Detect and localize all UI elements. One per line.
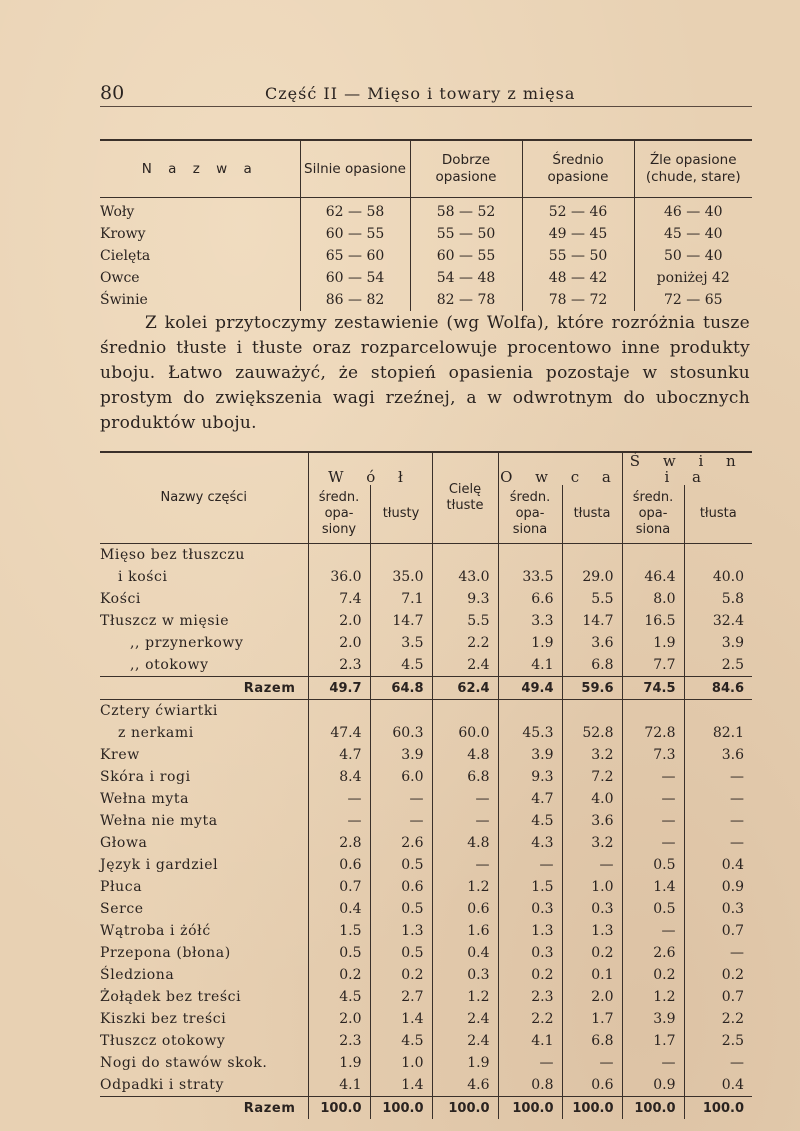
table-cell: 0.2 bbox=[370, 964, 432, 986]
table-cell: 36.0 bbox=[308, 566, 370, 588]
table-cell bbox=[562, 544, 622, 567]
table-cell: 4.6 bbox=[432, 1074, 498, 1097]
table-cell: 100.0 bbox=[622, 1097, 684, 1120]
table-cell: 2.6 bbox=[370, 832, 432, 854]
table-cell: 0.4 bbox=[684, 1074, 752, 1097]
table-cell: 52.8 bbox=[562, 722, 622, 744]
table-cell: 2.5 bbox=[684, 654, 752, 677]
sum-row bbox=[100, 1097, 752, 1120]
table-cell: 16.5 bbox=[622, 610, 684, 632]
table-cell bbox=[684, 544, 752, 567]
table-row bbox=[100, 566, 752, 588]
table-cell: 4.5 bbox=[308, 986, 370, 1008]
table-cell: 2.3 bbox=[498, 986, 562, 1008]
row-name: Owce bbox=[100, 270, 140, 286]
table-row bbox=[100, 1052, 752, 1074]
table-row bbox=[100, 610, 752, 632]
table-header-row bbox=[100, 140, 752, 198]
table-cell: 0.3 bbox=[498, 942, 562, 964]
table-cell: 2.0 bbox=[308, 1008, 370, 1030]
table-cell: 1.7 bbox=[622, 1030, 684, 1052]
table-cell: 54 — 48 bbox=[410, 267, 522, 289]
table-cell: poniżej 42 bbox=[634, 267, 752, 289]
table-cell: 46.4 bbox=[622, 566, 684, 588]
table-cell: 49 — 45 bbox=[522, 223, 634, 245]
table-cell: 100.0 bbox=[308, 1097, 370, 1120]
table-cell: 1.2 bbox=[432, 876, 498, 898]
table-cell: 0.2 bbox=[622, 964, 684, 986]
table-cell: 1.5 bbox=[498, 876, 562, 898]
table-cell: 3.6 bbox=[684, 744, 752, 766]
table-cell: 1.9 bbox=[432, 1052, 498, 1074]
table-cell bbox=[684, 700, 752, 723]
row-name: ,, przynerkowy bbox=[130, 635, 244, 651]
table-cell: 7.1 bbox=[370, 588, 432, 610]
table-cell: 1.3 bbox=[370, 920, 432, 942]
paragraph-text: Z kolei przytoczymy zestawienie (wg Wolfa), które rozróżnia tusze średnio tłuste i tłuste oraz rozparcelowuje procentowo inne produkty uboju. Łatwo zauważyć, że stopień opasienia pozostaje w stosunku prostym do zwiększenia wagi rzeźnej, a w odwrotnym do ubocznych produktów uboju. bbox=[100, 313, 750, 433]
table-cell: 0.5 bbox=[308, 942, 370, 964]
table-row bbox=[100, 788, 752, 810]
table-cell: — bbox=[432, 788, 498, 810]
row-name: Śledziona bbox=[100, 967, 175, 983]
table-cell: 0.2 bbox=[498, 964, 562, 986]
table-cell bbox=[370, 544, 432, 567]
row-name: Żołądek bez treści bbox=[100, 989, 242, 1005]
table-cell: 48 — 42 bbox=[522, 267, 634, 289]
row-name: Świnie bbox=[100, 292, 148, 308]
table-cell: 46 — 40 bbox=[634, 198, 752, 224]
table-cell: — bbox=[622, 766, 684, 788]
table-cell: 1.6 bbox=[432, 920, 498, 942]
table-cell: 2.4 bbox=[432, 654, 498, 677]
table-cell bbox=[622, 544, 684, 567]
table-cell: 60 — 55 bbox=[410, 245, 522, 267]
table-cell: 2.3 bbox=[308, 654, 370, 677]
table-cell: 0.5 bbox=[370, 942, 432, 964]
row-name: Razem bbox=[100, 677, 308, 700]
table-cell: 86 — 82 bbox=[300, 289, 410, 311]
table-cell: 43.0 bbox=[432, 566, 498, 588]
table-cell: 2.4 bbox=[432, 1008, 498, 1030]
group-header-swinia: Ś w i n i a bbox=[622, 452, 752, 485]
table-cell: 4.7 bbox=[308, 744, 370, 766]
table-cell: 65 — 60 bbox=[300, 245, 410, 267]
row-name: Mięso bez tłuszczu bbox=[100, 547, 246, 563]
row-name: Cielęta bbox=[100, 248, 151, 264]
table-cell: 0.7 bbox=[308, 876, 370, 898]
table-cell: 60 — 54 bbox=[300, 267, 410, 289]
table-cell: 3.9 bbox=[370, 744, 432, 766]
table-cell: 4.1 bbox=[498, 1030, 562, 1052]
fattening-table bbox=[100, 139, 752, 311]
table-group-header-row bbox=[100, 452, 752, 485]
slaughter-products-table bbox=[100, 451, 752, 1119]
row-name: Głowa bbox=[100, 835, 148, 851]
table-cell: 0.3 bbox=[562, 898, 622, 920]
table-cell bbox=[622, 700, 684, 723]
table-cell: 3.6 bbox=[562, 632, 622, 654]
column-header: Średnio opasione bbox=[522, 140, 634, 198]
table-cell bbox=[308, 700, 370, 723]
table-cell: 100.0 bbox=[432, 1097, 498, 1120]
table-row bbox=[100, 876, 752, 898]
table-cell: 8.0 bbox=[622, 588, 684, 610]
table-cell: 1.3 bbox=[562, 920, 622, 942]
table-cell: 60.3 bbox=[370, 722, 432, 744]
table-cell: 6.0 bbox=[370, 766, 432, 788]
table-cell: 3.5 bbox=[370, 632, 432, 654]
table-cell: 7.3 bbox=[622, 744, 684, 766]
table-cell: — bbox=[498, 1052, 562, 1074]
table-cell: 4.8 bbox=[432, 744, 498, 766]
table-cell: 49.7 bbox=[308, 677, 370, 700]
subheader: średn. opa- siony bbox=[308, 485, 370, 544]
table-cell bbox=[370, 700, 432, 723]
table-row bbox=[100, 198, 752, 224]
row-name: Kości bbox=[100, 591, 142, 607]
row-name: z nerkami bbox=[118, 725, 194, 741]
row-name: Wełna myta bbox=[100, 791, 190, 807]
table-cell: 0.2 bbox=[562, 942, 622, 964]
table-cell: — bbox=[562, 1052, 622, 1074]
row-name: Wełna nie myta bbox=[100, 813, 218, 829]
table-cell: 1.5 bbox=[308, 920, 370, 942]
table-cell: 1.4 bbox=[370, 1074, 432, 1097]
row-name: Cztery ćwiartki bbox=[100, 703, 218, 719]
sum-row bbox=[100, 677, 752, 700]
row-name: Wątroba i żółć bbox=[100, 923, 211, 939]
table-cell: 0.6 bbox=[562, 1074, 622, 1097]
header-rule bbox=[100, 106, 752, 107]
table-cell: 55 — 50 bbox=[522, 245, 634, 267]
table-cell: — bbox=[684, 942, 752, 964]
table-cell: 0.6 bbox=[370, 876, 432, 898]
row-name: Razem bbox=[100, 1097, 308, 1120]
table-cell: 3.9 bbox=[498, 744, 562, 766]
table-cell: — bbox=[622, 1052, 684, 1074]
table-cell: 2.4 bbox=[432, 1030, 498, 1052]
table-cell: 4.1 bbox=[498, 654, 562, 677]
table-cell: 2.5 bbox=[684, 1030, 752, 1052]
table-cell: 2.2 bbox=[684, 1008, 752, 1030]
table-cell: 62 — 58 bbox=[300, 198, 410, 224]
table-cell: 3.9 bbox=[622, 1008, 684, 1030]
table-row bbox=[100, 832, 752, 854]
table-cell: 1.2 bbox=[432, 986, 498, 1008]
row-name: Krew bbox=[100, 747, 140, 763]
table-cell: — bbox=[684, 832, 752, 854]
table-row bbox=[100, 942, 752, 964]
table-cell: 0.5 bbox=[622, 854, 684, 876]
table-cell: 0.3 bbox=[498, 898, 562, 920]
row-name: Tłuszcz w mięsie bbox=[100, 613, 230, 629]
table-cell: 2.2 bbox=[498, 1008, 562, 1030]
table-cell: 64.8 bbox=[370, 677, 432, 700]
row-name: Krowy bbox=[100, 226, 146, 242]
table-cell: 84.6 bbox=[684, 677, 752, 700]
table-cell: — bbox=[684, 1052, 752, 1074]
table-cell: 1.9 bbox=[308, 1052, 370, 1074]
table-row bbox=[100, 588, 752, 610]
table-row bbox=[100, 267, 752, 289]
row-name: Język i gardziel bbox=[100, 857, 219, 873]
table-cell: 0.4 bbox=[684, 854, 752, 876]
table-row bbox=[100, 744, 752, 766]
table-row bbox=[100, 1074, 752, 1097]
slaughter-products-table-body bbox=[100, 544, 752, 1120]
row-name: i kości bbox=[118, 569, 168, 585]
body-paragraph bbox=[100, 311, 750, 436]
table-cell: — bbox=[308, 810, 370, 832]
table-cell: 40.0 bbox=[684, 566, 752, 588]
table-cell: 74.5 bbox=[622, 677, 684, 700]
group-header-owca: O w c a bbox=[498, 452, 622, 485]
table-row bbox=[100, 544, 752, 567]
table-cell: 4.1 bbox=[308, 1074, 370, 1097]
table-cell: 2.7 bbox=[370, 986, 432, 1008]
fattening-table-body bbox=[100, 198, 752, 312]
table-cell: — bbox=[622, 832, 684, 854]
table-cell: 55 — 50 bbox=[410, 223, 522, 245]
running-header bbox=[100, 82, 750, 106]
table-cell: 1.4 bbox=[622, 876, 684, 898]
table-cell: 60.0 bbox=[432, 722, 498, 744]
table-cell: 0.7 bbox=[684, 920, 752, 942]
table-cell: 62.4 bbox=[432, 677, 498, 700]
table-cell bbox=[498, 544, 562, 567]
table-cell: 60 — 55 bbox=[300, 223, 410, 245]
table-cell: — bbox=[684, 788, 752, 810]
table-cell: 0.9 bbox=[684, 876, 752, 898]
table-cell: 72.8 bbox=[622, 722, 684, 744]
table-cell: 59.6 bbox=[562, 677, 622, 700]
table-cell: 0.4 bbox=[308, 898, 370, 920]
table-cell: 4.5 bbox=[498, 810, 562, 832]
table-cell: 0.2 bbox=[684, 964, 752, 986]
table-cell: 0.2 bbox=[308, 964, 370, 986]
page-number: 80 bbox=[100, 82, 125, 104]
table-cell: 3.2 bbox=[562, 832, 622, 854]
table-row bbox=[100, 920, 752, 942]
table-cell: 1.9 bbox=[498, 632, 562, 654]
table-cell bbox=[308, 544, 370, 567]
table-cell: 1.0 bbox=[562, 876, 622, 898]
table-cell: 1.7 bbox=[562, 1008, 622, 1030]
table-cell: — bbox=[432, 854, 498, 876]
table-cell: 4.5 bbox=[370, 654, 432, 677]
table-cell: 4.8 bbox=[432, 832, 498, 854]
table-cell: 100.0 bbox=[684, 1097, 752, 1120]
table-cell: 0.4 bbox=[432, 942, 498, 964]
table-cell bbox=[562, 700, 622, 723]
table-row bbox=[100, 654, 752, 677]
table-cell: 1.0 bbox=[370, 1052, 432, 1074]
table-row bbox=[100, 1008, 752, 1030]
table-row bbox=[100, 632, 752, 654]
subheader: tłusta bbox=[684, 485, 752, 544]
table-cell: 72 — 65 bbox=[634, 289, 752, 311]
table-cell: 0.7 bbox=[684, 986, 752, 1008]
column-header-name: N a z w a bbox=[141, 160, 258, 177]
table-cell: 58 — 52 bbox=[410, 198, 522, 224]
row-name: Skóra i rogi bbox=[100, 769, 191, 785]
table-cell bbox=[432, 544, 498, 567]
table-row bbox=[100, 986, 752, 1008]
table-cell: 4.3 bbox=[498, 832, 562, 854]
running-title: Część II — Mięso i towary z mięsa bbox=[265, 84, 576, 103]
table-cell: — bbox=[370, 810, 432, 832]
table-cell: 9.3 bbox=[498, 766, 562, 788]
table-cell: 1.3 bbox=[498, 920, 562, 942]
table-row bbox=[100, 700, 752, 723]
table-cell: 5.5 bbox=[432, 610, 498, 632]
table-row bbox=[100, 964, 752, 986]
table-row bbox=[100, 810, 752, 832]
table-cell: 100.0 bbox=[370, 1097, 432, 1120]
table-cell: 0.5 bbox=[622, 898, 684, 920]
row-name: Przepona (błona) bbox=[100, 945, 231, 961]
table-cell: 0.9 bbox=[622, 1074, 684, 1097]
table-cell: 2.8 bbox=[308, 832, 370, 854]
table-cell: 6.8 bbox=[562, 654, 622, 677]
table-cell: 5.5 bbox=[562, 588, 622, 610]
table-cell: 7.4 bbox=[308, 588, 370, 610]
table-cell: 4.7 bbox=[498, 788, 562, 810]
table-cell: 4.5 bbox=[370, 1030, 432, 1052]
table-cell: — bbox=[684, 810, 752, 832]
table-cell: — bbox=[684, 766, 752, 788]
table-cell: 100.0 bbox=[562, 1097, 622, 1120]
table-cell: 4.0 bbox=[562, 788, 622, 810]
table-row bbox=[100, 289, 752, 311]
table-row bbox=[100, 1030, 752, 1052]
table-cell: — bbox=[432, 810, 498, 832]
subheader: tłusty bbox=[370, 485, 432, 544]
table-cell: 2.3 bbox=[308, 1030, 370, 1052]
table-row bbox=[100, 223, 752, 245]
column-header: Źle opasione (chude, stare) bbox=[634, 140, 752, 198]
table-cell: 14.7 bbox=[370, 610, 432, 632]
row-name: Płuca bbox=[100, 879, 143, 895]
table-cell: 7.7 bbox=[622, 654, 684, 677]
table-cell: 14.7 bbox=[562, 610, 622, 632]
subheader: średn. opa- siona bbox=[622, 485, 684, 544]
table-cell: — bbox=[622, 920, 684, 942]
table-cell: 50 — 40 bbox=[634, 245, 752, 267]
table-cell: 0.1 bbox=[562, 964, 622, 986]
table-cell: 6.8 bbox=[562, 1030, 622, 1052]
column-header: Silnie opasione bbox=[300, 140, 410, 198]
table-cell: — bbox=[622, 788, 684, 810]
table-cell: — bbox=[562, 854, 622, 876]
table-cell: 0.3 bbox=[684, 898, 752, 920]
row-name: Woły bbox=[100, 204, 135, 220]
table-cell: 2.6 bbox=[622, 942, 684, 964]
table-cell: 3.3 bbox=[498, 610, 562, 632]
table-cell: 29.0 bbox=[562, 566, 622, 588]
table-cell: 6.6 bbox=[498, 588, 562, 610]
table-cell: 0.5 bbox=[370, 898, 432, 920]
table-row bbox=[100, 854, 752, 876]
row-name: Serce bbox=[100, 901, 144, 917]
table-cell bbox=[498, 700, 562, 723]
row-name: Odpadki i straty bbox=[100, 1077, 225, 1093]
table-cell: 82 — 78 bbox=[410, 289, 522, 311]
table-cell: 35.0 bbox=[370, 566, 432, 588]
table-cell: 49.4 bbox=[498, 677, 562, 700]
group-header-wol: W ó ł bbox=[308, 452, 432, 485]
table-row bbox=[100, 245, 752, 267]
table-cell: 1.4 bbox=[370, 1008, 432, 1030]
table-cell: — bbox=[622, 810, 684, 832]
table-cell bbox=[432, 700, 498, 723]
table-cell: 2.2 bbox=[432, 632, 498, 654]
table-cell: — bbox=[498, 854, 562, 876]
table-cell: 100.0 bbox=[498, 1097, 562, 1120]
table-cell: 47.4 bbox=[308, 722, 370, 744]
table-cell: 78 — 72 bbox=[522, 289, 634, 311]
table-cell: 0.3 bbox=[432, 964, 498, 986]
table-cell: 1.9 bbox=[622, 632, 684, 654]
table-row bbox=[100, 898, 752, 920]
table-cell: 45 — 40 bbox=[634, 223, 752, 245]
row-name: ,, otokowy bbox=[130, 657, 209, 673]
table-cell: 2.0 bbox=[308, 610, 370, 632]
table-cell: 82.1 bbox=[684, 722, 752, 744]
subheader: tłusta bbox=[562, 485, 622, 544]
table-cell: 3.6 bbox=[562, 810, 622, 832]
table-cell: 33.5 bbox=[498, 566, 562, 588]
table-cell: 7.2 bbox=[562, 766, 622, 788]
subheader: średn. opa- siona bbox=[498, 485, 562, 544]
table-cell: 9.3 bbox=[432, 588, 498, 610]
row-name: Kiszki bez treści bbox=[100, 1011, 227, 1027]
table-cell: 1.2 bbox=[622, 986, 684, 1008]
column-header-ciele: Cielę tłuste bbox=[432, 452, 498, 544]
table-row bbox=[100, 766, 752, 788]
column-header: Dobrze opasione bbox=[410, 140, 522, 198]
table-cell: 2.0 bbox=[562, 986, 622, 1008]
table-cell: 52 — 46 bbox=[522, 198, 634, 224]
table-cell: 0.8 bbox=[498, 1074, 562, 1097]
table-cell: 8.4 bbox=[308, 766, 370, 788]
table-cell: 6.8 bbox=[432, 766, 498, 788]
table-cell: 3.9 bbox=[684, 632, 752, 654]
table-cell: — bbox=[308, 788, 370, 810]
table-cell: 5.8 bbox=[684, 588, 752, 610]
table-cell: 0.6 bbox=[432, 898, 498, 920]
column-header-name: Nazwy części bbox=[160, 490, 247, 505]
table-cell: 32.4 bbox=[684, 610, 752, 632]
row-name: Tłuszcz otokowy bbox=[100, 1033, 226, 1049]
table-cell: 45.3 bbox=[498, 722, 562, 744]
table-row bbox=[100, 722, 752, 744]
table-cell: — bbox=[370, 788, 432, 810]
table-cell: 0.5 bbox=[370, 854, 432, 876]
row-name: Nogi do stawów skok. bbox=[100, 1055, 268, 1071]
table-cell: 3.2 bbox=[562, 744, 622, 766]
table-cell: 0.6 bbox=[308, 854, 370, 876]
table-cell: 2.0 bbox=[308, 632, 370, 654]
